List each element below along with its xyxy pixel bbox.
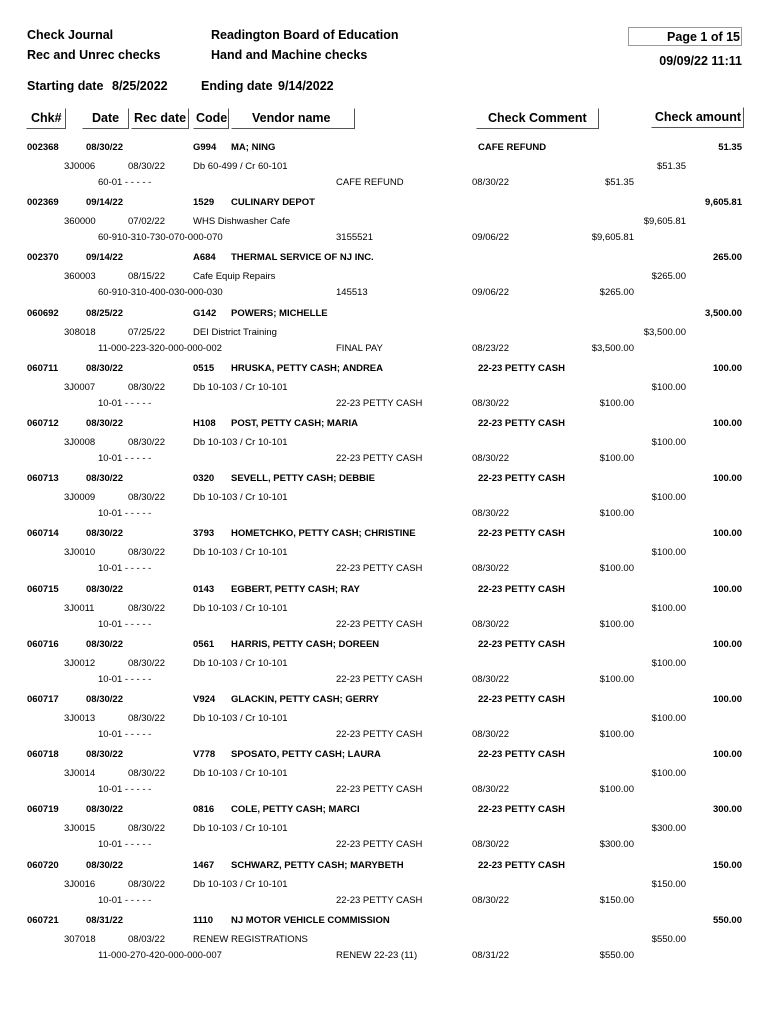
po-description: Db 10-103 / Cr 10-101 bbox=[193, 547, 288, 559]
account-number: 10-01 - - - - - bbox=[98, 894, 152, 906]
line-amount: $100.00 bbox=[599, 784, 634, 796]
vendor-name: POWERS; MICHELLE bbox=[231, 307, 328, 319]
po-date: 08/03/22 bbox=[128, 933, 165, 945]
po-date: 08/30/22 bbox=[128, 492, 165, 504]
line-amount: $100.00 bbox=[599, 618, 634, 630]
account-description: 22-23 PETTY CASH bbox=[336, 673, 423, 685]
po-date: 08/30/22 bbox=[128, 547, 165, 559]
vendor-name: CULINARY DEPOT bbox=[231, 197, 315, 209]
line-date: 08/23/22 bbox=[472, 342, 509, 354]
account-description: RENEW 22-23 (11) bbox=[336, 949, 418, 961]
vendor-name: EGBERT, PETTY CASH; RAY bbox=[231, 583, 360, 595]
po-date: 08/30/22 bbox=[128, 657, 165, 669]
check-date: 08/30/22 bbox=[86, 859, 123, 871]
col-header-chk: Chk# bbox=[26, 108, 66, 129]
po-number: 3J0014 bbox=[64, 768, 96, 780]
po-description: Db 10-103 / Cr 10-101 bbox=[193, 381, 288, 393]
check-date: 08/30/22 bbox=[86, 694, 123, 705]
po-number: 3J0013 bbox=[64, 713, 96, 724]
account-number: 60-910-310-730-070-000-070 bbox=[98, 232, 223, 244]
line-date: 08/30/22 bbox=[472, 563, 509, 575]
vendor-code: A684 bbox=[193, 252, 216, 264]
vendor-code: 0320 bbox=[193, 473, 215, 485]
check-date: 08/30/22 bbox=[86, 583, 123, 595]
check-amount: 100.00 bbox=[712, 418, 742, 429]
vendor-code: 0816 bbox=[193, 804, 215, 816]
po-description: WHS Dishwasher Cafe bbox=[193, 216, 291, 228]
vendor-name: COLE, PETTY CASH; MARCI bbox=[231, 804, 360, 816]
po-number: 3J0009 bbox=[64, 492, 96, 504]
po-description: Db 10-103 / Cr 10-101 bbox=[193, 657, 288, 669]
po-number: 307018 bbox=[64, 933, 96, 945]
check-number: 060714 bbox=[27, 528, 59, 540]
vendor-code: 0561 bbox=[193, 638, 215, 650]
check-date: 08/30/22 bbox=[86, 473, 123, 485]
check-number: 002370 bbox=[27, 252, 59, 264]
vendor-code: 1110 bbox=[193, 914, 214, 926]
check-date: 08/30/22 bbox=[86, 638, 123, 650]
po-amount: $100.00 bbox=[651, 657, 686, 669]
vendor-name: SCHWARZ, PETTY CASH; MARYBETH bbox=[231, 859, 404, 871]
po-number: 3J0010 bbox=[64, 547, 96, 559]
account-number: 10-01 - - - - - bbox=[98, 453, 152, 464]
account-number: 11-000-223-320-000-000-002 bbox=[98, 342, 222, 354]
check-amount: 100.00 bbox=[712, 749, 742, 761]
account-description: 22-23 PETTY CASH bbox=[336, 453, 423, 464]
check-amount: 3,500.00 bbox=[705, 307, 742, 319]
po-description: Db 10-103 / Cr 10-101 bbox=[193, 878, 288, 890]
check-date: 08/30/22 bbox=[86, 418, 123, 429]
check-date: 08/31/22 bbox=[86, 914, 123, 926]
check-amount: 100.00 bbox=[712, 583, 742, 595]
account-number: 60-01 - - - - - bbox=[98, 177, 152, 188]
po-amount: $100.00 bbox=[651, 381, 686, 393]
col-header-vendor: Vendor name bbox=[231, 108, 355, 129]
check-number: 002368 bbox=[27, 142, 59, 153]
account-number: 10-01 - - - - - bbox=[98, 508, 152, 520]
line-date: 08/30/22 bbox=[472, 729, 509, 740]
vendor-name: NJ MOTOR VEHICLE COMMISSION bbox=[231, 914, 390, 926]
line-amount: $100.00 bbox=[599, 673, 634, 685]
po-amount: $265.00 bbox=[651, 271, 686, 283]
check-comment: 22-23 PETTY CASH bbox=[478, 362, 565, 374]
starting-date-label: Starting date bbox=[27, 79, 104, 93]
po-date: 08/30/22 bbox=[128, 381, 165, 393]
check-amount: 265.00 bbox=[712, 252, 742, 264]
po-description: DEI District Training bbox=[193, 326, 277, 338]
po-date: 07/02/22 bbox=[128, 216, 165, 228]
check-comment: 22-23 PETTY CASH bbox=[478, 859, 565, 871]
po-date: 07/25/22 bbox=[128, 326, 165, 338]
line-amount: $51.35 bbox=[604, 177, 634, 188]
check-amount: 300.00 bbox=[712, 804, 742, 816]
check-comment: 22-23 PETTY CASH bbox=[478, 418, 565, 429]
line-amount: $9,605.81 bbox=[591, 232, 634, 244]
vendor-name: HARRIS, PETTY CASH; DOREEN bbox=[231, 638, 380, 650]
po-amount: $300.00 bbox=[651, 823, 686, 835]
account-number: 10-01 - - - - - bbox=[98, 839, 152, 851]
vendor-code: G142 bbox=[193, 307, 217, 319]
po-amount: $100.00 bbox=[651, 437, 686, 448]
check-amount: 100.00 bbox=[712, 638, 742, 650]
account-number: 10-01 - - - - - bbox=[98, 618, 152, 630]
account-description: 22-23 PETTY CASH bbox=[336, 563, 423, 575]
check-number: 060713 bbox=[27, 473, 59, 485]
check-amount: 9,605.81 bbox=[705, 197, 742, 209]
col-header-comment: Check Comment bbox=[476, 108, 599, 129]
vendor-code: H108 bbox=[193, 418, 216, 429]
check-number: 060719 bbox=[27, 804, 59, 816]
po-amount: $51.35 bbox=[656, 161, 686, 172]
line-amount: $100.00 bbox=[599, 508, 634, 520]
account-description: 22-23 PETTY CASH bbox=[336, 397, 423, 409]
check-comment: 22-23 PETTY CASH bbox=[478, 473, 565, 485]
po-description: Db 10-103 / Cr 10-101 bbox=[193, 492, 288, 504]
po-amount: $9,605.81 bbox=[643, 216, 686, 228]
account-description: 3155521 bbox=[336, 232, 373, 244]
po-amount: $100.00 bbox=[651, 713, 686, 724]
po-description: Db 10-103 / Cr 10-101 bbox=[193, 437, 288, 448]
line-amount: $150.00 bbox=[599, 894, 634, 906]
check-date: 09/14/22 bbox=[86, 197, 123, 209]
check-comment: 22-23 PETTY CASH bbox=[478, 749, 565, 761]
po-number: 3J0016 bbox=[64, 878, 96, 890]
account-number: 10-01 - - - - - bbox=[98, 784, 152, 796]
starting-date: 8/25/2022 bbox=[112, 79, 168, 93]
line-amount: $100.00 bbox=[599, 729, 634, 740]
po-number: 3J0012 bbox=[64, 657, 96, 669]
po-amount: $100.00 bbox=[651, 547, 686, 559]
po-description: Db 60-499 / Cr 60-101 bbox=[193, 161, 288, 172]
org-subtitle: Hand and Machine checks bbox=[211, 48, 368, 62]
line-date: 08/30/22 bbox=[472, 453, 509, 464]
po-description: RENEW REGISTRATIONS bbox=[193, 933, 308, 945]
check-number: 002369 bbox=[27, 197, 59, 209]
account-description: 22-23 PETTY CASH bbox=[336, 894, 423, 906]
page-indicator bbox=[628, 27, 742, 46]
line-date: 09/06/22 bbox=[472, 287, 509, 299]
po-description: Db 10-103 / Cr 10-101 bbox=[193, 823, 288, 835]
line-amount: $100.00 bbox=[599, 453, 634, 464]
line-date: 08/30/22 bbox=[472, 673, 509, 685]
check-amount: 100.00 bbox=[712, 473, 742, 485]
check-number: 060692 bbox=[27, 307, 59, 319]
po-date: 08/30/22 bbox=[128, 161, 165, 172]
col-header-date: Date bbox=[82, 108, 129, 129]
page-label: Page 1 of 15 bbox=[667, 30, 740, 44]
vendor-name: HRUSKA, PETTY CASH; ANDREA bbox=[231, 362, 384, 374]
po-amount: $100.00 bbox=[651, 492, 686, 504]
po-date: 08/30/22 bbox=[128, 823, 165, 835]
line-date: 08/30/22 bbox=[472, 397, 509, 409]
check-number: 060720 bbox=[27, 859, 59, 871]
po-amount: $100.00 bbox=[651, 768, 686, 780]
po-description: Cafe Equip Repairs bbox=[193, 271, 276, 283]
check-date: 08/30/22 bbox=[86, 749, 123, 761]
vendor-name: SEVELL, PETTY CASH; DEBBIE bbox=[231, 473, 375, 485]
report-subtitle: Rec and Unrec checks bbox=[27, 48, 161, 62]
line-date: 08/30/22 bbox=[472, 177, 509, 188]
col-header-amount: Check amount bbox=[651, 107, 744, 128]
check-number: 060721 bbox=[27, 914, 59, 926]
check-number: 060712 bbox=[27, 418, 59, 429]
vendor-name: THERMAL SERVICE OF NJ INC. bbox=[231, 252, 374, 264]
account-description: CAFE REFUND bbox=[336, 177, 404, 188]
po-description: Db 10-103 / Cr 10-101 bbox=[193, 713, 288, 724]
account-description: 22-23 PETTY CASH bbox=[336, 784, 423, 796]
vendor-name: HOMETCHKO, PETTY CASH; CHRISTINE bbox=[231, 528, 416, 540]
po-number: 3J0011 bbox=[64, 602, 95, 614]
check-comment: 22-23 PETTY CASH bbox=[478, 528, 565, 540]
vendor-name: POST, PETTY CASH; MARIA bbox=[231, 418, 359, 429]
report-timestamp: 09/09/22 11:11 bbox=[659, 54, 742, 68]
line-amount: $100.00 bbox=[599, 397, 634, 409]
check-comment: CAFE REFUND bbox=[478, 142, 547, 153]
po-amount: $100.00 bbox=[651, 602, 686, 614]
po-number: 3J0006 bbox=[64, 161, 96, 172]
vendor-code: V778 bbox=[193, 749, 216, 761]
account-description: FINAL PAY bbox=[336, 342, 383, 354]
po-date: 08/30/22 bbox=[128, 768, 165, 780]
line-amount: $265.00 bbox=[599, 287, 634, 299]
line-amount: $300.00 bbox=[599, 839, 634, 851]
po-number: 3J0008 bbox=[64, 437, 96, 448]
check-date: 08/30/22 bbox=[86, 528, 123, 540]
check-comment: 22-23 PETTY CASH bbox=[478, 804, 565, 816]
po-amount: $150.00 bbox=[651, 878, 686, 890]
po-number: 360000 bbox=[64, 216, 96, 228]
check-comment: 22-23 PETTY CASH bbox=[478, 583, 565, 595]
po-date: 08/30/22 bbox=[128, 602, 165, 614]
check-amount: 150.00 bbox=[712, 859, 742, 871]
check-date: 08/30/22 bbox=[86, 362, 123, 374]
po-number: 360003 bbox=[64, 271, 96, 283]
check-number: 060716 bbox=[27, 638, 59, 650]
check-amount: 100.00 bbox=[712, 694, 742, 705]
line-date: 08/30/22 bbox=[472, 784, 509, 796]
account-number: 10-01 - - - - - bbox=[98, 397, 152, 409]
vendor-code: 1529 bbox=[193, 197, 215, 209]
vendor-code: 1467 bbox=[193, 859, 215, 871]
check-number: 060717 bbox=[27, 694, 59, 705]
vendor-name: SPOSATO, PETTY CASH; LAURA bbox=[231, 749, 381, 761]
line-date: 08/30/22 bbox=[472, 508, 509, 520]
vendor-name: GLACKIN, PETTY CASH; GERRY bbox=[231, 694, 379, 705]
check-number: 060711 bbox=[27, 362, 59, 374]
vendor-code: 0515 bbox=[193, 362, 215, 374]
report-title: Check Journal bbox=[27, 28, 114, 42]
check-date: 08/30/22 bbox=[86, 142, 123, 153]
line-date: 08/30/22 bbox=[472, 618, 509, 630]
account-number: 60-910-310-400-030-000-030 bbox=[98, 287, 223, 299]
col-header-code: Code bbox=[193, 108, 229, 129]
line-date: 08/30/22 bbox=[472, 894, 509, 906]
line-amount: $550.00 bbox=[599, 949, 634, 961]
vendor-code: G994 bbox=[193, 142, 217, 153]
po-amount: $550.00 bbox=[651, 933, 686, 945]
vendor-name: MA; NING bbox=[231, 142, 276, 153]
check-comment: 22-23 PETTY CASH bbox=[478, 694, 565, 705]
po-date: 08/15/22 bbox=[128, 271, 165, 283]
account-number: 10-01 - - - - - bbox=[98, 729, 152, 740]
check-amount: 550.00 bbox=[712, 914, 742, 926]
account-number: 11-000-270-420-000-000-007 bbox=[98, 949, 222, 961]
check-date: 09/14/22 bbox=[86, 252, 123, 264]
po-description: Db 10-103 / Cr 10-101 bbox=[193, 768, 288, 780]
check-comment: 22-23 PETTY CASH bbox=[478, 638, 565, 650]
po-number: 308018 bbox=[64, 326, 96, 338]
account-number: 10-01 - - - - - bbox=[98, 673, 152, 685]
check-amount: 100.00 bbox=[712, 528, 742, 540]
account-description: 22-23 PETTY CASH bbox=[336, 839, 423, 851]
account-description: 22-23 PETTY CASH bbox=[336, 729, 423, 740]
account-description: 22-23 PETTY CASH bbox=[336, 618, 423, 630]
po-date: 08/30/22 bbox=[128, 713, 165, 724]
vendor-code: V924 bbox=[193, 694, 216, 705]
col-header-rec-date: Rec date bbox=[131, 108, 189, 129]
po-description: Db 10-103 / Cr 10-101 bbox=[193, 602, 288, 614]
po-number: 3J0007 bbox=[64, 381, 96, 393]
po-date: 08/30/22 bbox=[128, 437, 165, 448]
vendor-code: 3793 bbox=[193, 528, 215, 540]
check-amount: 51.35 bbox=[718, 142, 742, 153]
po-number: 3J0015 bbox=[64, 823, 96, 835]
line-date: 09/06/22 bbox=[472, 232, 509, 244]
po-date: 08/30/22 bbox=[128, 878, 165, 890]
ending-date: 9/14/2022 bbox=[278, 79, 334, 93]
account-description: 145513 bbox=[336, 287, 368, 299]
ending-date-label: Ending date bbox=[201, 79, 273, 93]
line-date: 08/31/22 bbox=[472, 949, 509, 961]
check-date: 08/30/22 bbox=[86, 804, 123, 816]
check-number: 060718 bbox=[27, 749, 59, 761]
vendor-code: 0143 bbox=[193, 583, 215, 595]
check-amount: 100.00 bbox=[712, 362, 742, 374]
check-number: 060715 bbox=[27, 583, 59, 595]
line-date: 08/30/22 bbox=[472, 839, 509, 851]
account-number: 10-01 - - - - - bbox=[98, 563, 152, 575]
line-amount: $100.00 bbox=[599, 563, 634, 575]
po-amount: $3,500.00 bbox=[643, 326, 686, 338]
org-name: Readington Board of Education bbox=[211, 28, 399, 42]
check-date: 08/25/22 bbox=[86, 307, 123, 319]
line-amount: $3,500.00 bbox=[591, 342, 634, 354]
